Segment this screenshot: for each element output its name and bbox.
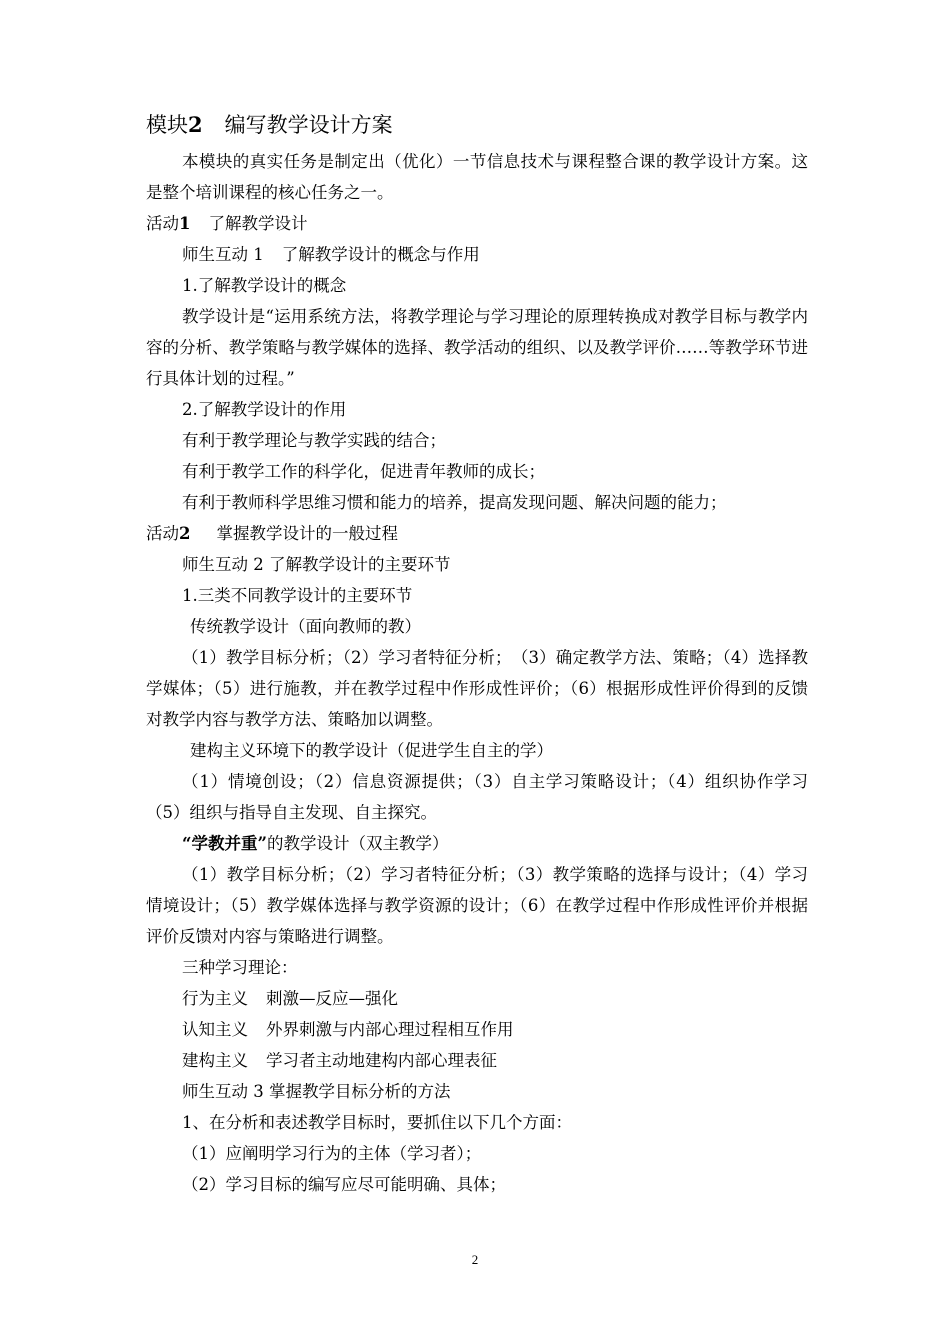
module-title xyxy=(146,108,808,142)
role-heading: 2.了解教学设计的作用 xyxy=(182,400,347,419)
theory-desc: 外界刺激与内部心理过程相互作用 xyxy=(266,1020,514,1039)
page-number: 2 xyxy=(471,1252,479,1267)
role-item: 有利于教师科学思维习惯和能力的培养，提高发现问题、解决问题的能力； xyxy=(182,493,727,512)
objectives-heading: 1、在分析和表述教学目标时，要抓住以下几个方面： xyxy=(182,1113,572,1132)
concept-paragraph: 教学设计是“运用系统方法，将教学理论与学习理论的原理转换成对教学目标与教学内容的分析、教学策略与教学媒体的选择、教学活动的组织、以及教学评价……等教学环节进行具体计划的过程。” xyxy=(146,307,808,388)
activity-2-label: 活动 xyxy=(146,524,179,543)
interaction-1-heading xyxy=(146,239,808,270)
theory-name: 行为主义 xyxy=(182,989,248,1008)
objective-item: （2）学习目标的编写应尽可能明确、具体； xyxy=(182,1175,506,1194)
theory-item xyxy=(146,1014,808,1045)
dual-heading xyxy=(146,828,808,859)
interaction-1-label: 师生互动 1 xyxy=(182,245,264,264)
document-page xyxy=(146,108,808,1200)
dual-heading-rest: 的教学设计（双主教学） xyxy=(266,834,449,853)
module-title-text: 编写教学设计方案 xyxy=(224,113,393,137)
role-item: 有利于教学理论与教学实践的结合； xyxy=(182,431,446,450)
activity-1-heading xyxy=(146,208,808,239)
interaction-1-title: 了解教学设计的概念与作用 xyxy=(281,245,480,264)
constructivist-heading: 建构主义环境下的教学设计（促进学生自主的学） xyxy=(190,741,553,760)
objective-item: （1）应阐明学习行为的主体（学习者）； xyxy=(182,1144,482,1163)
activity-2-title: 掌握教学设计的一般过程 xyxy=(216,524,398,543)
module-label: 模块 xyxy=(146,113,188,137)
dual-steps: （1）教学目标分析；（2）学习者特征分析；（3）教学策略的选择与设计；（4）学习情境设计；（5）教学媒体选择与教学资源的设计；（6）在教学过程中作形成性评价并根据评价反馈对内容与策略进行调整。 xyxy=(146,865,808,946)
theory-desc: 学习者主动地建构内部心理表征 xyxy=(266,1051,497,1070)
dual-heading-quoted: “学教并重” xyxy=(182,834,267,853)
traditional-steps: （1）教学目标分析；（2）学习者特征分析； （3）确定教学方法、策略；（4）选择教学媒体；（5）进行施教，并在教学过程中作形成性评价；（6）根据形成性评价得到的反馈对教学内容与教学方法、策略加以调整。 xyxy=(146,648,808,729)
interaction-2-heading: 师生互动 2 了解教学设计的主要环节 xyxy=(182,555,451,574)
traditional-heading: 传统教学设计（面向教师的教） xyxy=(190,617,421,636)
theories-heading: 三种学习理论： xyxy=(182,958,298,977)
module-number: 2 xyxy=(188,112,203,137)
activity-2-number: 2 xyxy=(179,524,191,543)
intro-paragraph: 本模块的真实任务是制定出（优化）一节信息技术与课程整合课的教学设计方案。这是整个培训课程的核心任务之一。 xyxy=(146,152,808,202)
constructivist-steps: （1）情境创设；（2）信息资源提供；（3）自主学习策略设计；（4）组织协作学习（5）组织与指导自主发现、自主探究。 xyxy=(146,772,808,822)
three-types-heading: 1.三类不同教学设计的主要环节 xyxy=(182,586,413,605)
activity-1-number: 1 xyxy=(179,214,191,233)
concept-heading: 1.了解教学设计的概念 xyxy=(182,276,347,295)
theory-item xyxy=(146,1045,808,1076)
activity-1-title: 了解教学设计 xyxy=(208,214,308,233)
theory-name: 建构主义 xyxy=(182,1051,248,1070)
theory-item xyxy=(146,983,808,1014)
theory-name: 认知主义 xyxy=(182,1020,248,1039)
activity-2-heading xyxy=(146,518,808,549)
role-item: 有利于教学工作的科学化，促进青年教师的成长； xyxy=(182,462,545,481)
interaction-3-heading: 师生互动 3 掌握教学目标分析的方法 xyxy=(182,1082,451,1101)
theory-desc: 刺激—反应—强化 xyxy=(266,989,398,1008)
activity-1-label: 活动 xyxy=(146,214,179,233)
